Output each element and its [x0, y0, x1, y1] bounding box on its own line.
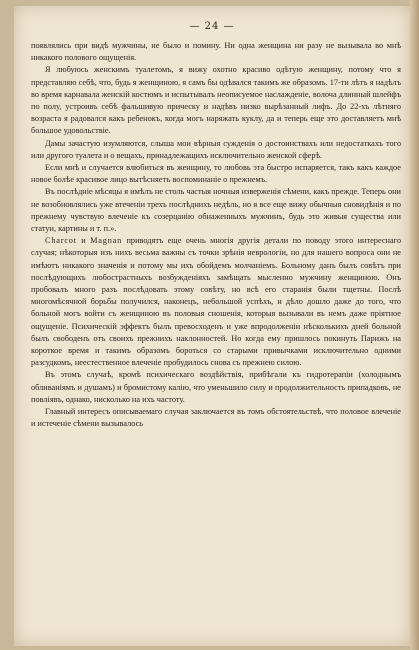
author-name: Charcot: [45, 236, 77, 246]
paragraph: появлялись при видѣ мужчины, не было и помину. Ни одна женщина ни разу не вызывала во мнѣ никакого полового ощущенія.: [31, 41, 401, 63]
paragraph: Главный интересъ описываемаго случая заключается въ томъ обстоятельствѣ, что половое влеченіе и истеченіе сѣмени вызывалось: [31, 407, 401, 429]
page-body: [31, 40, 401, 431]
paragraph: Если мнѣ и случается влюбиться въ женщину, то любовь эта быстро испаряется, такъ какъ каждое новое болѣе красивое лицо вытѣсняетъ воспоминаніе о прежнемъ.: [31, 163, 401, 185]
paragraph: Я любуюсь женскимъ туалетомъ, я вижу охотно красиво одѣтую женщину, потому что я представляю себѣ, что, будь я женщиною, я самъ бы одѣвался такимъ же образомъ. 17-ти лѣтъ я надѣлъ во время карнавала женскій костюмъ и испытывалъ неописуемое наслажденіе, волоча длинный шлейфъ по полу, устроивъ себѣ фальшивую прическу и надѣвъ низко вырѣзанный лифъ. До 22-хъ лѣтняго возраста я радовался какъ ребенокъ, когда могъ наряжать куклу, да и теперь еще это доставляетъ мнѣ большое удовольствіе.: [31, 65, 401, 136]
paragraph: Въ этомъ случаѣ, кромѣ психическаго воздѣйствія, прибѣгали къ гидротерапіи (холоднымъ обливаніямъ и душамъ) и бромистому калію, что уменьшило силу и продолжительность припадковъ, не повліявъ, однако, нисколько на ихъ частоту.: [31, 370, 401, 404]
author-name: Magnan: [90, 236, 123, 246]
conjunction: и: [76, 236, 91, 246]
page-number: — 24 —: [189, 21, 235, 32]
page-edge: [410, 0, 419, 650]
book-page: [14, 6, 410, 646]
paragraph: Дамы зачастую изумляются, слыша мои вѣрныя сужденія о достоинствахъ или недостаткахъ того или другого туалета и о вещахъ, принадлежащихъ исключительно женской сферѣ.: [31, 138, 401, 160]
paragraph-text: приводятъ еще очень многія другія детали по поводу этого интереснаго случая; нѣкоторыя изъ нихъ весьма важны съ точки зрѣнія неврологіи, но для нашего вопроса они не имѣютъ никакого значенія и потому мы ихъ обойдемъ молчаніемъ. Больному данъ былъ совѣтъ при послѣдующихъ любострастныхъ возбужденіяхъ замѣщать мысленно мужчину женщиною. Онъ пробовалъ много разъ послѣдовать этому совѣту, но всѣ его старанія были тщетны. Послѣ многомѣсячной борьбы получился, наконецъ, небольшой успѣхъ, и дѣло дошло даже до того, что больной могъ войти съ женщиною въ половыя сношенія, которыя вызывали въ немъ даже пріятное ощущеніе. Психическій эффектъ былъ превосходенъ и уже впродолженіи нѣсколькихъ дней больной былъ свободенъ отъ своихъ прежнихъ наклонностей. Но когда ему пришлось покинуть Парижъ на короткое время и такимъ образомъ бороться со старыми привычками исключительно одними разсудкомъ, неестественное влеченіе пробудилось снова съ прежнею силою.: [31, 236, 401, 368]
paragraph: Въ послѣдніе мѣсяцы я имѣлъ не столь частыя ночныя изверженія сѣмени, какъ прежде. Теперь они не возобновлялись уже втеченіи трехъ послѣднихъ недѣль, но я все еще вижу обычныя сновидѣнія и по прежнему чувствую влеченіе къ созерцанію обнаженныхъ мужчинъ, будь это живыя существа или статуи, картины и т. п.».: [31, 187, 401, 234]
paragraph: [31, 235, 401, 369]
